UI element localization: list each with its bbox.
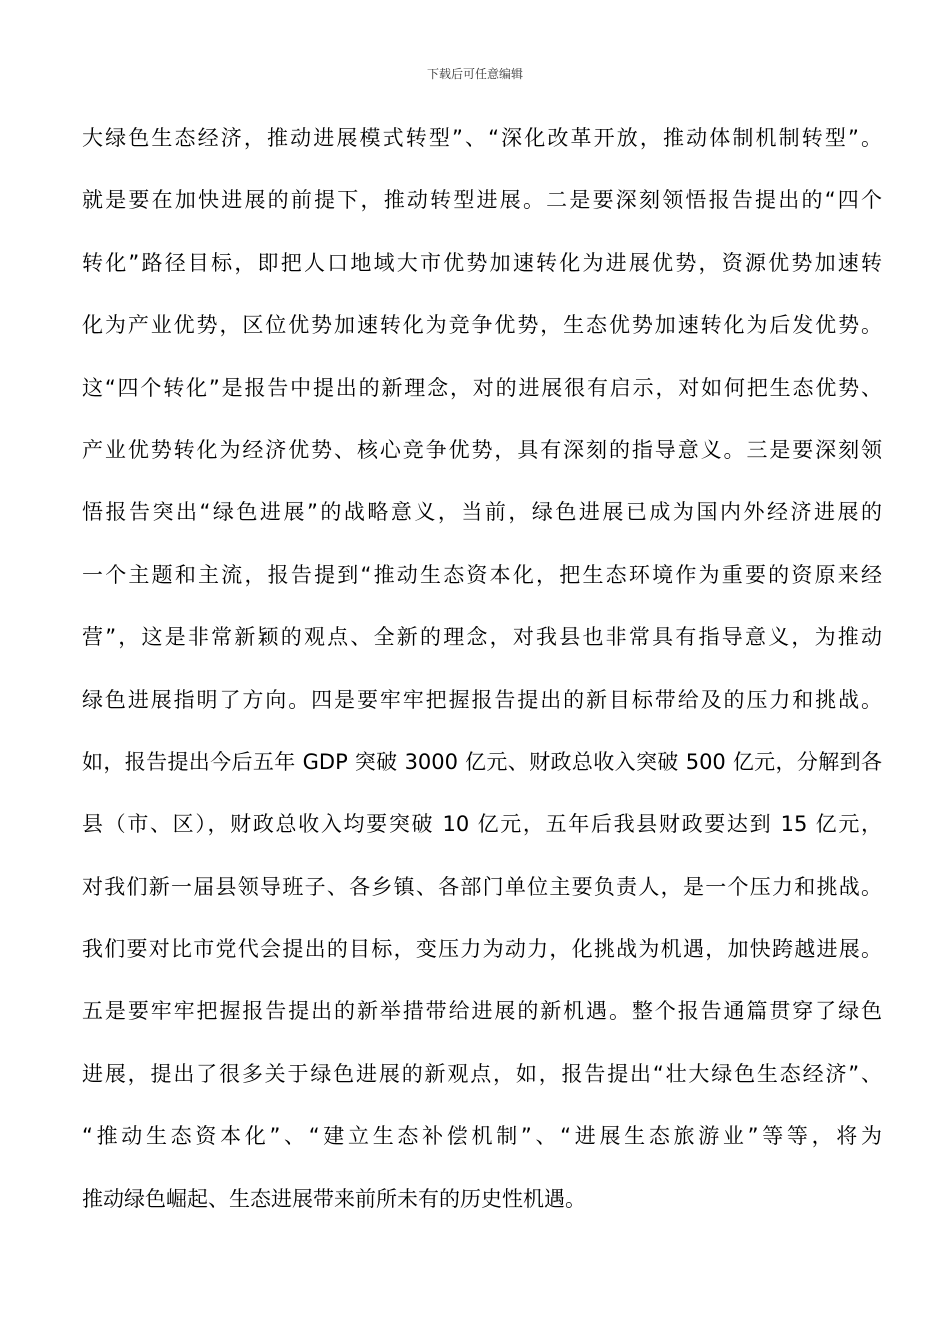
text-line: 我们要对比市党代会提出的目标，变压力为动力，化挑战为机遇，加快跨越进展。: [82, 937, 882, 962]
text-line: 如，报告提出今后五年 GDP 突破 3000 亿元、财政总收入突破 500 亿元，分解到各: [82, 749, 882, 774]
text-line: 这“四个转化”是报告中提出的新理念，对的进展很有启示，对如何把生态优势、: [82, 375, 882, 400]
text-line: 营”，这是非常新颖的观点、全新的理念，对我县也非常具有指导意义，为推动: [82, 625, 882, 650]
body-text: [82, 118, 882, 1241]
text-line: 五是要牢牢把握报告提出的新举措带给进展的新机遇。整个报告通篇贯穿了绿色: [82, 999, 882, 1024]
text-line: 绿色进展指明了方向。四是要牢牢把握报告提出的新目标带给及的压力和挑战。: [82, 687, 882, 712]
text-line: 大绿色生态经济，推动进展模式转型”、“深化改革开放，推动体制机制转型”。: [82, 126, 882, 150]
text-line: “推动生态资本化”、“建立生态补偿机制”、“进展生态旅游业”等等，将为: [82, 1124, 882, 1149]
page-header-note: 下载后可任意编辑: [426, 67, 523, 81]
text-line: 悟报告突出“绿色进展”的战略意义，当前，绿色进展已成为国内外经济进展的: [82, 500, 882, 525]
text-line: 推动绿色崛起、生态进展带来前所未有的历史性机遇。: [82, 1186, 586, 1211]
text-line: 化为产业优势，区位优势加速转化为竞争优势，生态优势加速转化为后发优势。: [82, 313, 882, 338]
text-line: 一个主题和主流，报告提到“推动生态资本化，把生态环境作为重要的资原来经: [82, 562, 882, 587]
text-line: 进展，提出了很多关于绿色进展的新观点，如，报告提出“壮大绿色生态经济”、: [82, 1061, 882, 1086]
text-line: 对我们新一届县领导班子、各乡镇、各部门单位主要负责人，是一个压力和挑战。: [82, 874, 882, 899]
text-line: 县（市、区），财政总收入均要突破 10 亿元，五年后我县财政要达到 15 亿元，: [82, 812, 882, 837]
text-line: 就是要在加快进展的前提下，推动转型进展。二是要深刻领悟报告提出的“四个: [82, 188, 882, 213]
text-line: 产业优势转化为经济优势、核心竞争优势，具有深刻的指导意义。三是要深刻领: [82, 437, 882, 462]
text-line: 转化”路径目标，即把人口地域大市优势加速转化为进展优势，资源优势加速转: [82, 250, 882, 275]
